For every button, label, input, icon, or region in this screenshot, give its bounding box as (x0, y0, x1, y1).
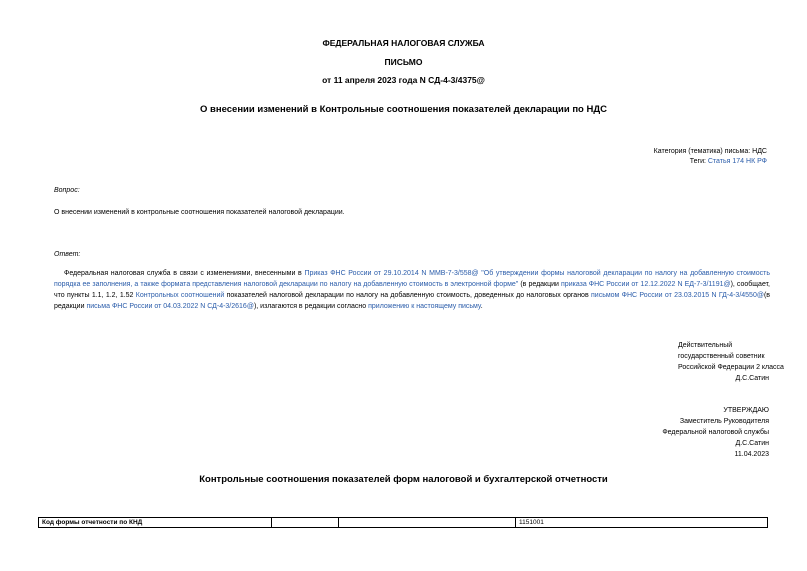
signature-line: государственный советник (678, 353, 765, 360)
answer-text-part: (в (763, 292, 771, 299)
link-letter-sd[interactable]: письма ФНС России от 04.03.2022 N СД-4-3/2616@ (86, 303, 254, 310)
tags-label: Теги: (689, 158, 706, 165)
signature-name: Д.С.Сатин (735, 375, 769, 382)
question-text: О внесении изменений в контрольные соотношения показателей налоговой декларации. (54, 209, 345, 216)
approval-block (662, 405, 769, 460)
approval-line: Федеральной налоговой службы (662, 429, 769, 436)
tags-link[interactable]: Статья 174 НК РФ (707, 158, 767, 165)
control-ratios-table (38, 517, 768, 528)
signature-line: Российской Федерации 2 класса (678, 364, 784, 371)
signature-line: Действительный (678, 342, 733, 349)
approval-line: Д.С.Сатин (735, 440, 769, 447)
link-order-mmv[interactable]: Приказ ФНС России от 29.10.2014 N ММВ-7-3/558@ "Об утверждении формы налоговой декларации по налогу на добавленную стоимость (304, 270, 770, 277)
answer-text-part: редакции (54, 303, 87, 310)
table-cell (339, 518, 516, 528)
answer-text-part: ), сообщает, (730, 281, 770, 288)
approval-line: Заместитель Руководителя (679, 418, 769, 425)
table-cell-knd-code: 1151001 (516, 518, 768, 528)
answer-text-part: Федеральная налоговая служба в связи с изменениями, внесенными в (64, 270, 305, 277)
appendix-title: Контрольные соотношения показателей форм налоговой и бухгалтерской отчетности (199, 474, 608, 485)
link-control-ratios[interactable]: Контрольных соотношений (135, 292, 225, 299)
table-cell (272, 518, 339, 528)
answer-text-part: . (480, 303, 483, 310)
category-line: Категория (тематика) письма: НДС (653, 148, 767, 155)
approval-date: 11.04.2023 (734, 451, 769, 458)
approval-line: УТВЕРЖДАЮ (723, 407, 769, 414)
agency-name: ФЕДЕРАЛЬНАЯ НАЛОГОВАЯ СЛУЖБА (322, 38, 485, 48)
document-subject: О внесении изменений в Контрольные соотношения показателей декларации по НДС (199, 104, 607, 115)
table-cell-knd-label: Код формы отчетности по КНД (39, 518, 272, 528)
answer-text (54, 268, 770, 312)
signature-block (678, 340, 784, 384)
document-date-number: от 11 апреля 2023 года N СД-4-3/4375@ (322, 75, 485, 85)
answer-text-part: что пункты 1.1, 1.2, 1.52 (54, 292, 136, 299)
answer-text-part: показателей налоговой декларации по налогу на добавленную стоимость, доведенных до налоговых органов (224, 292, 591, 299)
answer-text-part: (в редакции (518, 281, 562, 288)
link-letter-gd[interactable]: письмом ФНС России от 23.03.2015 N ГД-4-3/4550@ (591, 292, 764, 299)
answer-label: Ответ: (54, 251, 81, 258)
question-label: Вопрос: (54, 187, 80, 194)
table-row (39, 518, 768, 528)
answer-text-part: ), излагаются в редакции согласно (253, 303, 369, 310)
link-appendix[interactable]: приложению к настоящему письму (368, 303, 481, 310)
document-type: ПИСЬМО (384, 57, 423, 67)
link-order-ed[interactable]: приказа ФНС России от 12.12.2022 N ЕД-7-3/1191@ (561, 281, 731, 288)
link-order-mmv-cont[interactable]: порядка ее заполнения, а также формата представления налоговой декларации по налогу на добавленную стоимость в электронной форме" (54, 281, 519, 288)
tags-line (690, 157, 767, 167)
